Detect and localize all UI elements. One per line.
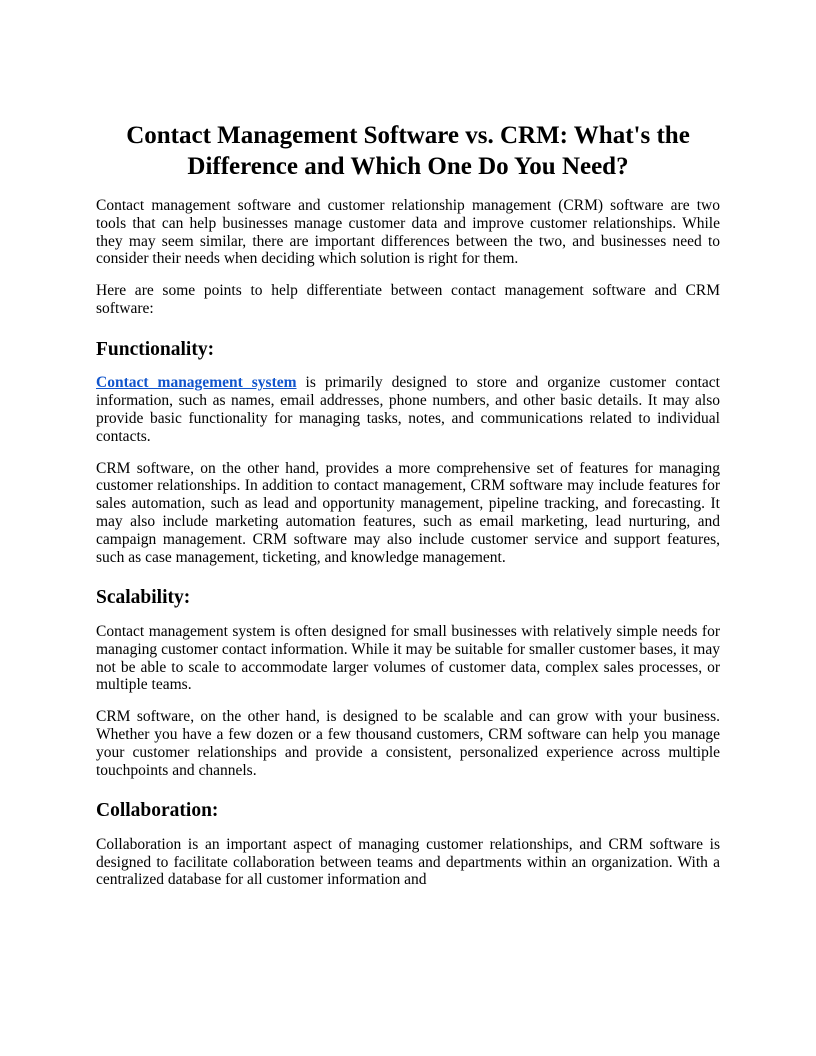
scalability-paragraph-2: CRM software, on the other hand, is designed to be scalable and can grow with your business. Whether you have a few dozen or a few thousand customers, CRM software can help you manage your customer relationships and provide a consistent, personalized experience across multiple touchpoints and channels.	[96, 708, 720, 779]
functionality-heading: Functionality:	[96, 338, 215, 360]
document-title: Contact Management Software vs. CRM: What's the Difference and Which One Do You Need?	[126, 122, 690, 180]
points-intro-paragraph: Here are some points to help differentiate between contact management software and CRM software:	[96, 282, 720, 318]
functionality-paragraph-1-text: is primarily designed to store and organize customer contact information, such as names, email addresses, phone numbers, and other basic details. It may also provide basic functionality for managing tasks, notes, and communications related to individual contacts.	[96, 374, 720, 445]
collaboration-heading: Collaboration:	[96, 800, 219, 822]
functionality-paragraph-1	[96, 374, 720, 445]
functionality-paragraph-2: CRM software, on the other hand, provides a more comprehensive set of features for managing customer relationships. In addition to contact management, CRM software may include features for sales automation, such as lead and opportunity management, pipeline tracking, and forecasting. It may also include marketing automation features, such as email marketing, lead nurturing, and campaign management. CRM software may also include customer service and support features, such as case management, ticketing, and knowledge management.	[96, 459, 720, 566]
scalability-paragraph-1: Contact management system is often designed for small businesses with relatively simple needs for managing customer contact information. While it may be suitable for smaller customer bases, it may not be able to scale to accommodate larger volumes of customer data, complex sales processes, or multiple teams.	[96, 622, 720, 694]
collaboration-paragraph-1: Collaboration is an important aspect of managing customer relationships, and CRM software is designed to facilitate collaboration between teams and departments within an organization. With a centralized database for all customer information and	[96, 835, 720, 889]
intro-paragraph: Contact management software and customer relationship management (CRM) software are two tools that can help businesses manage customer data and improve customer relationships. While they may seem similar, there are important differences between the two, and businesses need to consider their needs when deciding which solution is right for them.	[96, 197, 720, 268]
contact-management-system-link[interactable]: Contact management system	[96, 374, 297, 392]
scalability-heading: Scalability:	[96, 587, 191, 609]
